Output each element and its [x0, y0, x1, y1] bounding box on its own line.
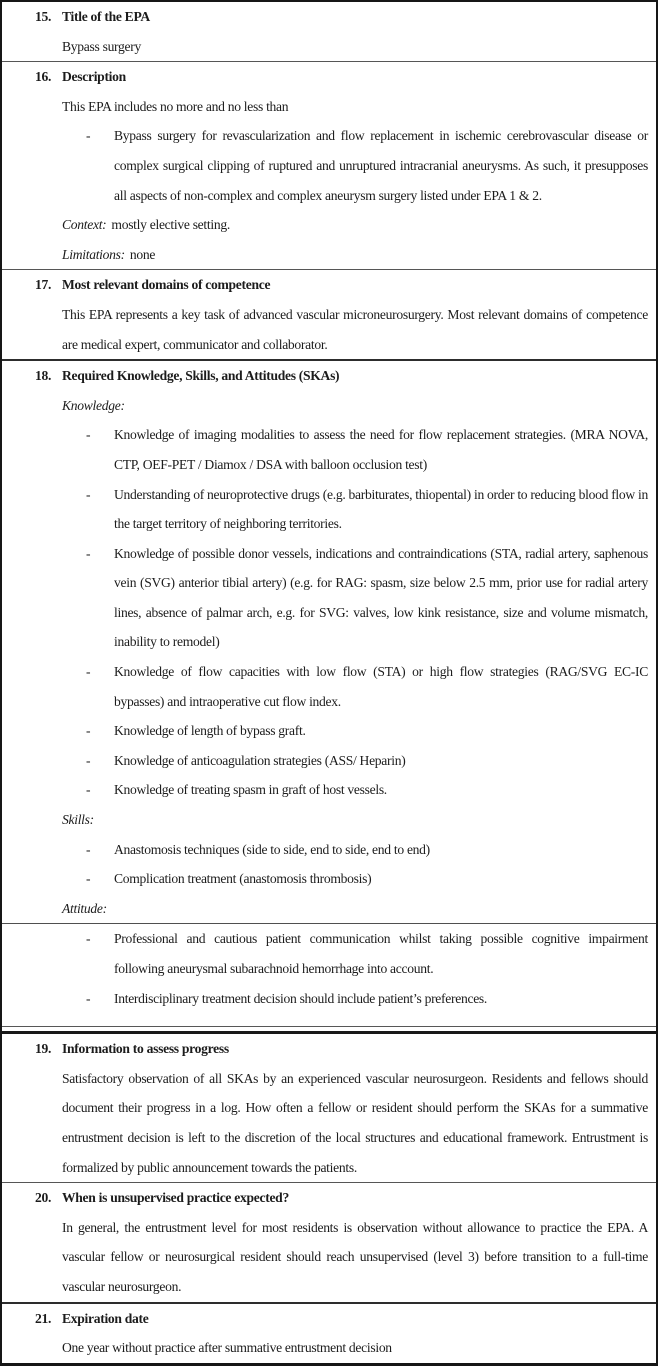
paragraph: This EPA includes no more and no less than: [62, 98, 289, 114]
bullet-item: [62, 657, 648, 716]
bullet-item: [62, 746, 648, 776]
bullet-item: [62, 835, 648, 865]
bullet-text: Complication treatment (anastomosis thrombosis): [114, 871, 372, 887]
row-number: 16.: [35, 69, 52, 85]
row-title: When is unsupervised practice expected?: [62, 1190, 289, 1206]
row-separator: [2, 1026, 656, 1034]
bullet-dash: -: [86, 427, 91, 443]
bullet-text: Knowledge of possible donor vessels, indications and contraindications (STA, radial artery, saphenous vein (SVG) anterior tibial artery) (e.g. for RAG: spasm, size below 2.5 mm, prior use for radial artery lines, absence of palmar arch, e.g. for SVG: valves, low kink resistance, size and volume mismatch, inability to remodel): [114, 545, 648, 650]
bullet-text: Knowledge of imaging modalities to assess the need for flow replacement strategies. (MRA NOVA, CTP, OEF-PET / Diamox / DSA with balloon occlusion test): [114, 427, 648, 472]
row-number: 19.: [35, 1041, 52, 1057]
bullet-item: [62, 864, 648, 894]
bullet-dash: -: [86, 871, 91, 887]
bullet-text: Professional and cautious patient communication whilst taking possible cognitive impairment following aneurysmal subarachnoid hemorrhage into account.: [114, 931, 648, 976]
block-label: Skills:: [62, 812, 94, 828]
labeled-paragraph: [62, 210, 648, 240]
row-title: Expiration date: [62, 1310, 149, 1326]
table-row: [2, 1183, 656, 1301]
bullet-text: Anastomosis techniques (side to side, end to side, end to end): [114, 841, 430, 857]
row-headline: [35, 2, 648, 32]
block-label: Knowledge:: [62, 397, 125, 413]
bullet-item: [62, 775, 648, 805]
bullet-text: Bypass surgery for revascularization and flow replacement in ischemic cerebrovascular disease or complex surgical clipping of ruptured and unruptured intracranial aneurysms. As such, it presupposes all aspects of non-complex and complex aneurysm surgery listed under EPA 1 & 2.: [114, 128, 648, 203]
table-row: [2, 361, 656, 1026]
block-text: mostly elective setting.: [111, 217, 230, 233]
paragraph: One year without practice after summative entrustment decision: [62, 1340, 392, 1356]
bullet-text: Knowledge of treating spasm in graft of host vessels.: [114, 782, 387, 798]
table-row: [2, 1304, 656, 1363]
bullet-item: [62, 121, 648, 210]
bullet-dash: -: [86, 931, 91, 947]
labeled-paragraph: [62, 894, 648, 924]
row-number: 21.: [35, 1310, 52, 1326]
row-number: 20.: [35, 1190, 52, 1206]
bullet-item: [62, 539, 648, 657]
row-number: 15.: [35, 9, 52, 24]
bullet-item: [62, 924, 648, 983]
bullet-item: [62, 716, 648, 746]
bullet-text: Knowledge of anticoagulation strategies (ASS/ Heparin): [114, 752, 406, 768]
paragraph: This EPA represents a key task of advanced vascular microneurosurgery. Most relevant domains of competence are medical expert, communicator and collaborator.: [62, 306, 648, 352]
row-number: 17.: [35, 277, 52, 293]
bullet-dash: -: [86, 782, 91, 798]
row-title: Description: [62, 69, 126, 85]
table-row: [2, 1034, 656, 1182]
block-label: Limitations:: [62, 246, 125, 262]
row-bottom-spacer: [62, 1013, 648, 1026]
row-title: Most relevant domains of competence: [62, 277, 271, 293]
bullet-item: [62, 420, 648, 479]
bullet-text: Understanding of neuroprotective drugs (e.g. barbiturates, thiopental) in order to reducing blood flow in the target territory of neighboring territories.: [114, 486, 648, 532]
table-row: [2, 270, 656, 359]
block-text: none: [129, 246, 156, 262]
labeled-paragraph: [62, 391, 648, 421]
row-headline: [35, 1304, 648, 1334]
row-headline: [35, 1034, 648, 1064]
bullet-text: Interdisciplinary treatment decision should include patient’s preferences.: [114, 990, 488, 1006]
bullet-dash: -: [86, 128, 91, 144]
bullet-item: [62, 984, 648, 1014]
row-headline: [35, 270, 648, 300]
bullet-item: [62, 480, 648, 539]
row-title: Title of the EPA: [62, 9, 150, 24]
bullet-text: Knowledge of flow capacities with low flow (STA) or high flow strategies (RAG/SVG EC-IC bypasses) and intraoperative cut flow index.: [114, 664, 648, 709]
paragraph: Satisfactory observation of all SKAs by an experienced vascular neurosurgeon. Residents and fellows should document their progress in a log. How often a fellow or resident should perform the SKAs for a summative entrustment decision is left to the discretion of the local structures and educational framework. Entrustment is formalized by public announcement towards the patients.: [62, 1070, 648, 1175]
block-label: Attitude:: [62, 900, 107, 916]
row-title: Required Knowledge, Skills, and Attitudes (SKAs): [62, 368, 340, 384]
labeled-paragraph: [62, 805, 648, 835]
bullet-dash: -: [86, 545, 91, 561]
row-headline: [35, 361, 648, 391]
bullet-text: Knowledge of length of bypass graft.: [114, 723, 306, 739]
table-row: [2, 62, 656, 269]
labeled-paragraph: [62, 240, 648, 270]
bullet-dash: -: [86, 486, 91, 502]
paragraph: In general, the entrustment level for most residents is observation without allowance to practice the EPA. A vascular fellow or neurosurgical resident should reach unsupervised (level 3) before transition to a full-time vascular neurosurgeon.: [62, 1219, 648, 1294]
row-number: 18.: [35, 368, 52, 384]
bullet-dash: -: [86, 723, 91, 739]
block-label: Context:: [62, 217, 107, 233]
table-row: [2, 2, 656, 61]
paragraph: Bypass surgery: [62, 38, 141, 54]
bullet-dash: -: [86, 664, 91, 680]
bullet-dash: -: [86, 841, 91, 857]
bullet-dash: -: [86, 990, 91, 1006]
row-headline: [35, 1183, 648, 1213]
bullet-dash: -: [86, 752, 91, 768]
row-title: Information to assess progress: [62, 1041, 229, 1057]
row-headline: [35, 62, 648, 92]
